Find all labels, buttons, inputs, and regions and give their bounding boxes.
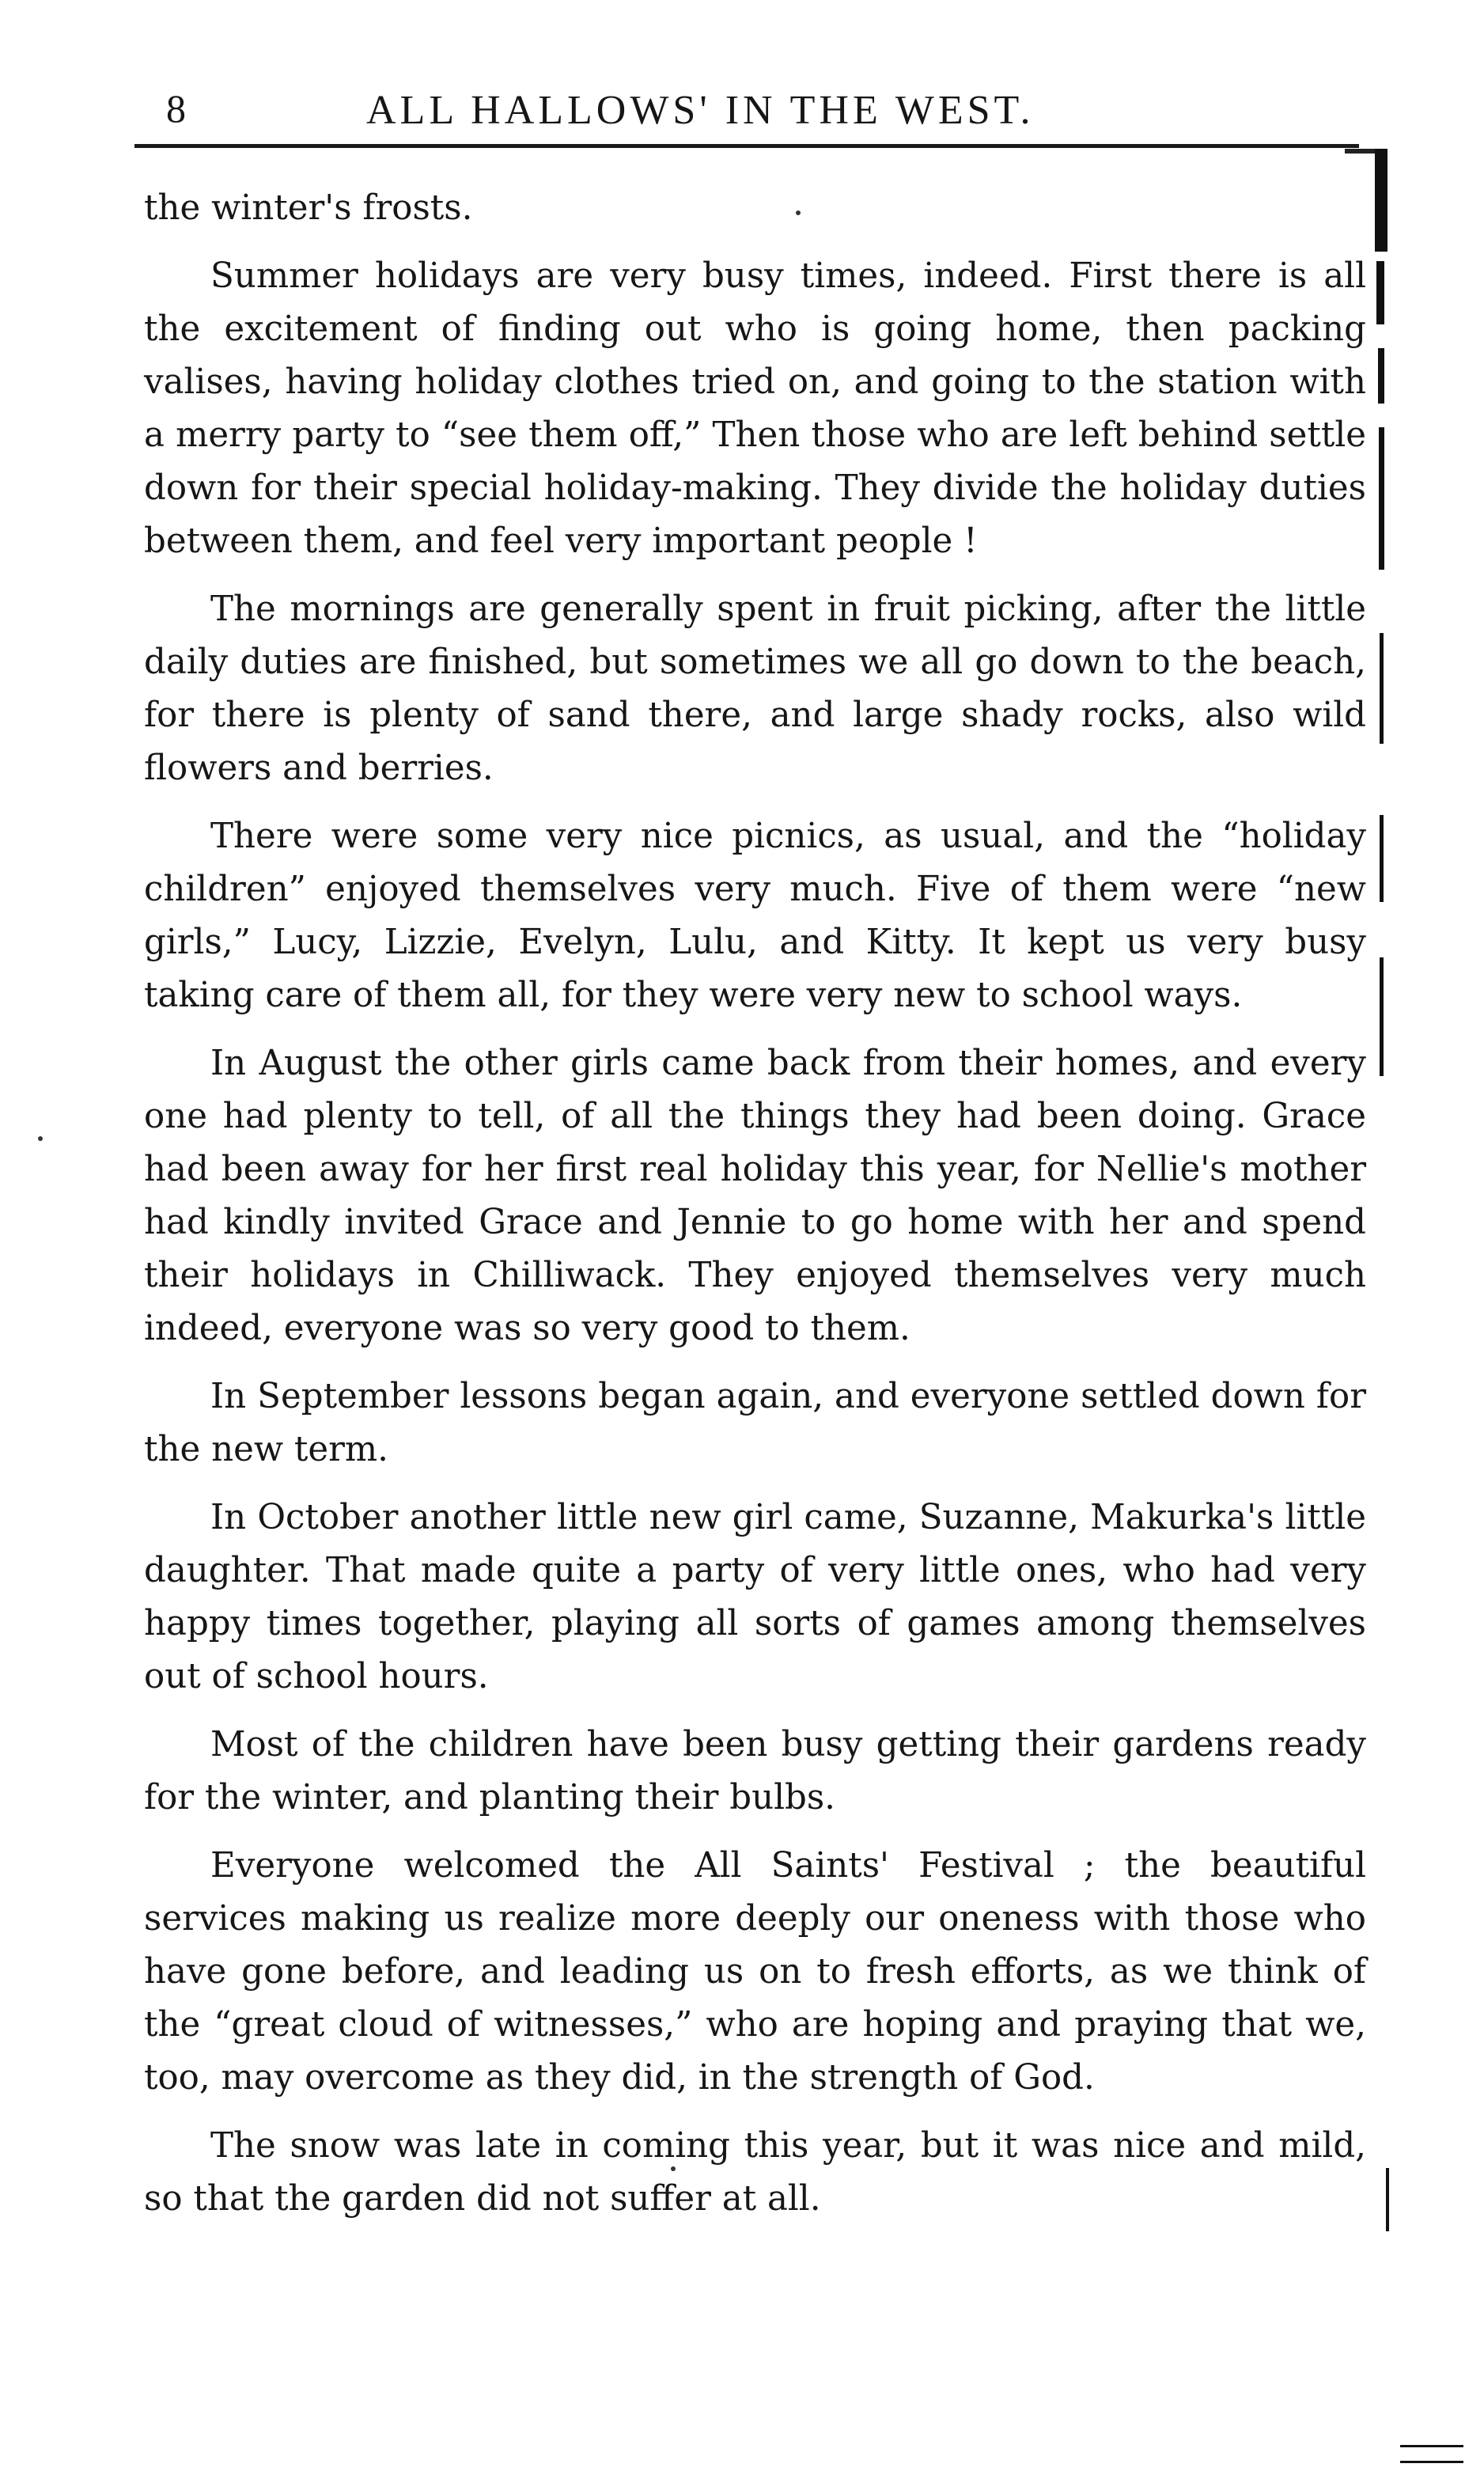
scan-edge-mark: [1375, 149, 1387, 252]
ink-speck: [38, 1136, 43, 1141]
scan-edge-mark: [1380, 957, 1384, 1076]
paragraph: There were some very nice picnics, as usual, and the “holiday children” enjoyed themselves very much. Five of them were “new girls,” Lucy, Lizzie, Evelyn, Lulu, and Kitty. It kept us very busy taking care of them all, for they were very new to school ways.: [144, 817, 1366, 1015]
paragraph: The snow was late in coming this year, but it was nice and mild, so that the garden did not suffer at all.: [144, 2126, 1366, 2219]
scan-edge-mark: [1376, 261, 1384, 324]
paragraph: Most of the children have been busy getting their gardens ready for the winter, and planting their bulbs.: [144, 1725, 1366, 1817]
header-rule: [134, 144, 1359, 148]
scan-edge-mark: [1386, 2168, 1389, 2231]
page-header: [142, 76, 1361, 147]
body-text: [144, 182, 1366, 2241]
scan-edge-mark: [1380, 633, 1384, 744]
paragraph: In August the other girls came back from their homes, and every one had plenty to tell, of all the things they had been doing. Grace had been away for her first real holiday this year, for Nellie's mother had kindly invited Grace and Jennie to go home with her and spend their holidays in Chilliwack. They enjoyed themselves very much indeed, everyone was so very good to them.: [144, 1044, 1366, 1348]
scan-edge-mark: [1379, 427, 1384, 570]
paragraph: The mornings are generally spent in fruit picking, after the little daily duties are finished, but sometimes we all go down to the beach, for there is plenty of sand there, and large shady rocks, also wild flowers and berries.: [144, 589, 1366, 788]
scan-edge-mark: [1400, 2445, 1463, 2447]
paragraph: In October another little new girl came, Suzanne, Makurka's little daughter. That made quite a party of very little ones, who had very happy times together, playing all sorts of games among themselves out of school hours.: [144, 1498, 1366, 1696]
paragraph: In September lessons began again, and everyone settled down for the new term.: [144, 1377, 1366, 1469]
scan-edge-mark: [1378, 348, 1384, 404]
paragraph: Everyone welcomed the All Saints' Festival ; the beautiful services making us realize more deeply our oneness with those who have gone before, and leading us on to fresh efforts, as we think of the “great cloud of witnesses,” who are hoping and praying that we, too, may overcome as they did, in the strength of God.: [144, 1846, 1366, 2098]
paragraph: Summer holidays are very busy times, indeed. First there is all the excitement of finding out who is going home, then packing valises, having holiday clothes tried on, and going to the station with a merry party to “see them off,” Then those who are left behind settle down for their special holiday-making. They divide the holiday duties between them, and feel very important people !: [144, 256, 1366, 561]
running-head-title: ALL HALLOWS' IN THE WEST.: [366, 88, 1035, 133]
paragraph: the winter's frosts.: [144, 188, 473, 228]
page-number: 8: [166, 86, 187, 131]
scan-edge-mark: [1380, 815, 1384, 902]
scan-edge-mark: [1400, 2461, 1463, 2463]
